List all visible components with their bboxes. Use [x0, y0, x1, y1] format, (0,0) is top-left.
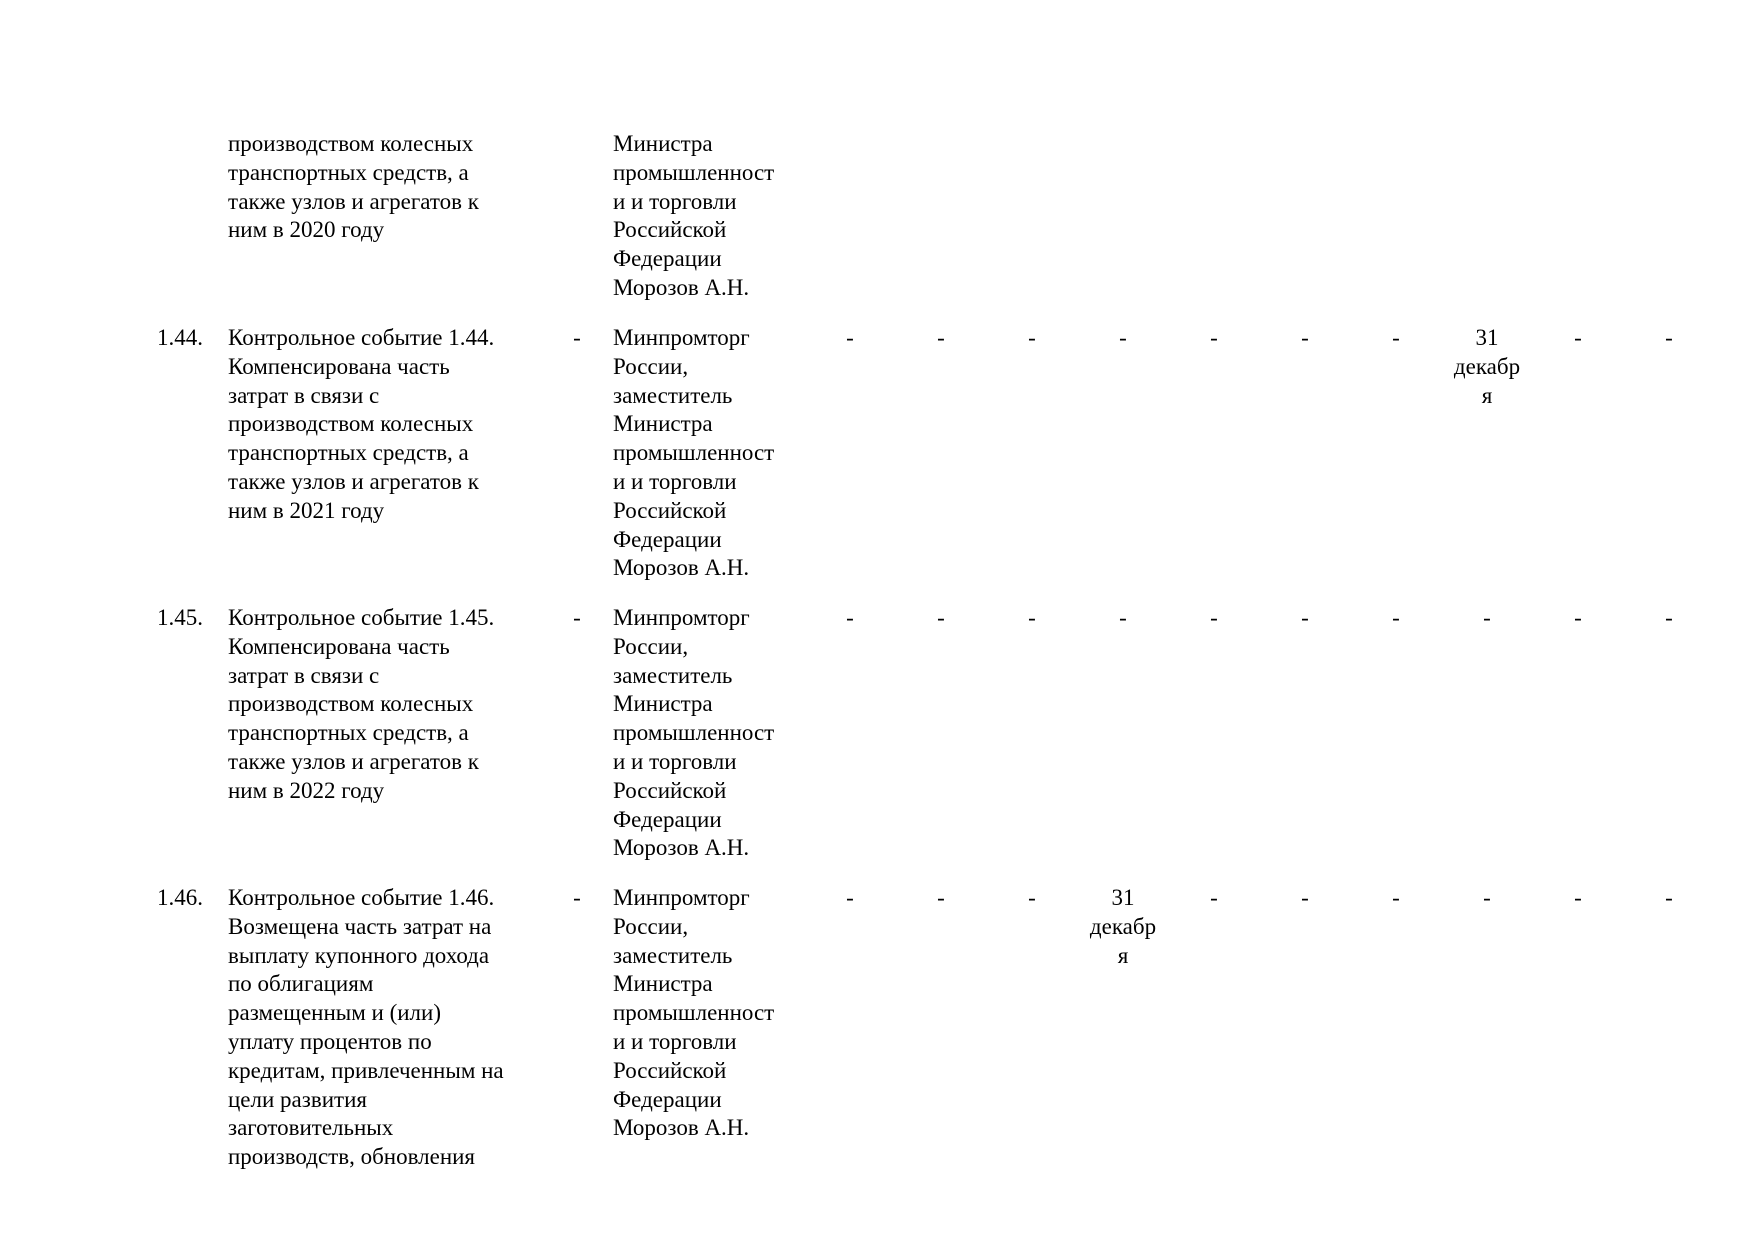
event-name: Контрольное событие 1.45. Компенсирована часть затрат в связи с производством колесных транспортных средств, а также узлов и агрегатов к ним в 2022 году: [228, 605, 495, 803]
date-cell: -: [1210, 605, 1218, 630]
date-cell: -: [937, 605, 945, 630]
date-cell: -: [1392, 325, 1400, 350]
date-cell: -: [1210, 325, 1218, 350]
date-cell: -: [1483, 605, 1491, 630]
date-cell: -: [1574, 885, 1582, 910]
date-cell: -: [937, 885, 945, 910]
row-col3: -: [573, 885, 581, 910]
date-cell: -: [1301, 325, 1309, 350]
date-cell: -: [1210, 885, 1218, 910]
row-number: 1.46.: [157, 885, 203, 910]
date-cell: -: [1483, 885, 1491, 910]
event-name: Контрольное событие 1.44. Компенсирована часть затрат в связи с производством колесных транспортных средств, а также узлов и агрегатов к ним в 2021 году: [228, 325, 495, 523]
date-cell: -: [1119, 325, 1127, 350]
date-cell: -: [846, 325, 854, 350]
row-col3: -: [573, 605, 581, 630]
date-cell: -: [1301, 605, 1309, 630]
row-col3: -: [573, 325, 581, 350]
date-cell: -: [1301, 885, 1309, 910]
row-number: 1.45.: [157, 605, 203, 630]
date-cell: -: [1028, 605, 1036, 630]
date-cell: -: [1665, 605, 1673, 630]
responsible: Министра промышленност и и торговли Российской Федерации Морозов А.Н.: [613, 131, 775, 300]
event-name: Контрольное событие 1.46. Возмещена часть затрат на выплату купонного дохода по облигациям размещенным и (или) уплату процентов по кредитам, привлеченным на цели развития заготовительных производств, обновления: [228, 885, 504, 1170]
date-cell: -: [846, 605, 854, 630]
responsible: Минпромторг России, заместитель Министра промышленност и и торговли Российской Федерации Морозов А.Н.: [613, 885, 775, 1141]
responsible: Минпромторг России, заместитель Министра промышленност и и торговли Российской Федерации Морозов А.Н.: [613, 325, 775, 581]
date-cell: -: [1665, 325, 1673, 350]
row-number: 1.44.: [157, 325, 203, 350]
event-name: производством колесных транспортных средств, а также узлов и агрегатов к ним в 2020 году: [228, 131, 479, 243]
date-cell: -: [1665, 885, 1673, 910]
date-cell: -: [1392, 605, 1400, 630]
date-cell: -: [1574, 325, 1582, 350]
date-cell: 31 декабр я: [1089, 885, 1157, 968]
date-cell: -: [1392, 885, 1400, 910]
date-cell: -: [1028, 885, 1036, 910]
date-cell: -: [1119, 605, 1127, 630]
date-cell: -: [1028, 325, 1036, 350]
responsible: Минпромторг России, заместитель Министра промышленност и и торговли Российской Федерации Морозов А.Н.: [613, 605, 775, 861]
date-cell: -: [1574, 605, 1582, 630]
date-cell: 31 декабр я: [1453, 325, 1521, 408]
date-cell: -: [937, 325, 945, 350]
date-cell: -: [846, 885, 854, 910]
